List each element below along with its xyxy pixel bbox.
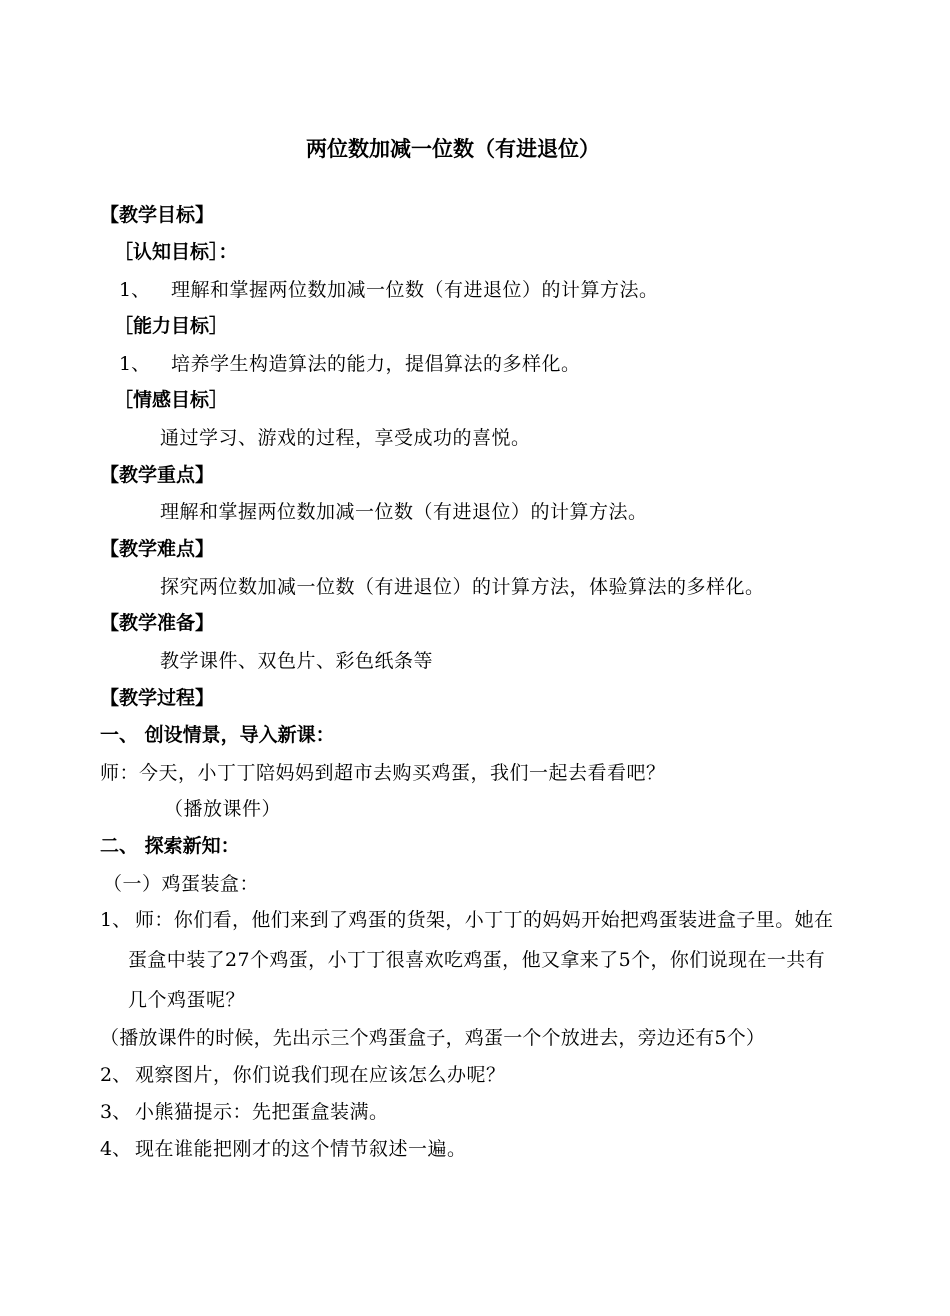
section-1-heading: 一、 创设情景，导入新课：: [100, 724, 335, 746]
step-1-line-2: 蛋盒中装了27个鸡蛋，小丁丁很喜欢吃鸡蛋，他又拿来了5个，你们说现在一共有: [128, 949, 826, 971]
key-points-text: 理解和掌握两位数加减一位数（有进退位）的计算方法。: [160, 501, 648, 523]
cognitive-item-number: 1、: [119, 279, 151, 301]
step-3-number: 3、: [100, 1101, 132, 1123]
section-heading-key-points: 【教学重点】: [100, 464, 215, 486]
section-heading-preparation: 【教学准备】: [100, 612, 215, 634]
section-2-heading: 二、 探索新知：: [100, 835, 240, 857]
step-3-text: 小熊猫提示：先把蛋盒装满。: [135, 1101, 389, 1123]
subheading-ability-goals: ［能力目标］: [114, 315, 229, 337]
page-title: 两位数加减一位数（有进退位）: [306, 137, 600, 161]
section-heading-difficult-points: 【教学难点】: [100, 538, 215, 560]
step-1-line-1: 师：你们看，他们来到了鸡蛋的货架，小丁丁的妈妈开始把鸡蛋装进盒子里。她在: [135, 909, 834, 931]
section-1-note: （播放课件）: [164, 798, 282, 820]
section-1-dialogue: 师：今天，小丁丁陪妈妈到超市去购买鸡蛋，我们一起去看看吧？: [100, 762, 666, 784]
ability-item-number: 1、: [119, 353, 151, 375]
section-heading-teaching-goals: 【教学目标】: [100, 204, 215, 226]
step-2-number: 2、: [100, 1064, 132, 1086]
cognitive-item-text: 理解和掌握两位数加减一位数（有进退位）的计算方法。: [171, 279, 659, 301]
step-2-text: 观察图片，你们说我们现在应该怎么办呢？: [135, 1064, 506, 1086]
step-1-line-3: 几个鸡蛋呢？: [128, 989, 246, 1011]
step-1-number: 1、: [100, 909, 132, 931]
difficult-points-text: 探究两位数加减一位数（有进退位）的计算方法，体验算法的多样化。: [160, 576, 765, 598]
step-4-text: 现在谁能把刚才的这个情节叙述一遍。: [135, 1138, 467, 1160]
step-1-note: （播放课件的时候，先出示三个鸡蛋盒子，鸡蛋一个个放进去，旁边还有5个）: [100, 1027, 766, 1049]
section-heading-teaching-process: 【教学过程】: [100, 687, 215, 709]
preparation-text: 教学课件、双色片、彩色纸条等: [160, 650, 434, 672]
subheading-emotion-goals: ［情感目标］: [114, 389, 229, 411]
step-4-number: 4、: [100, 1138, 132, 1160]
subheading-cognitive-goals: ［认知目标］：: [114, 241, 238, 263]
emotion-goal-text: 通过学习、游戏的过程，享受成功的喜悦。: [160, 427, 531, 449]
ability-item-text: 培养学生构造算法的能力，提倡算法的多样化。: [171, 353, 581, 375]
subsection-egg-boxing: （一）鸡蛋装盒：: [103, 873, 260, 895]
